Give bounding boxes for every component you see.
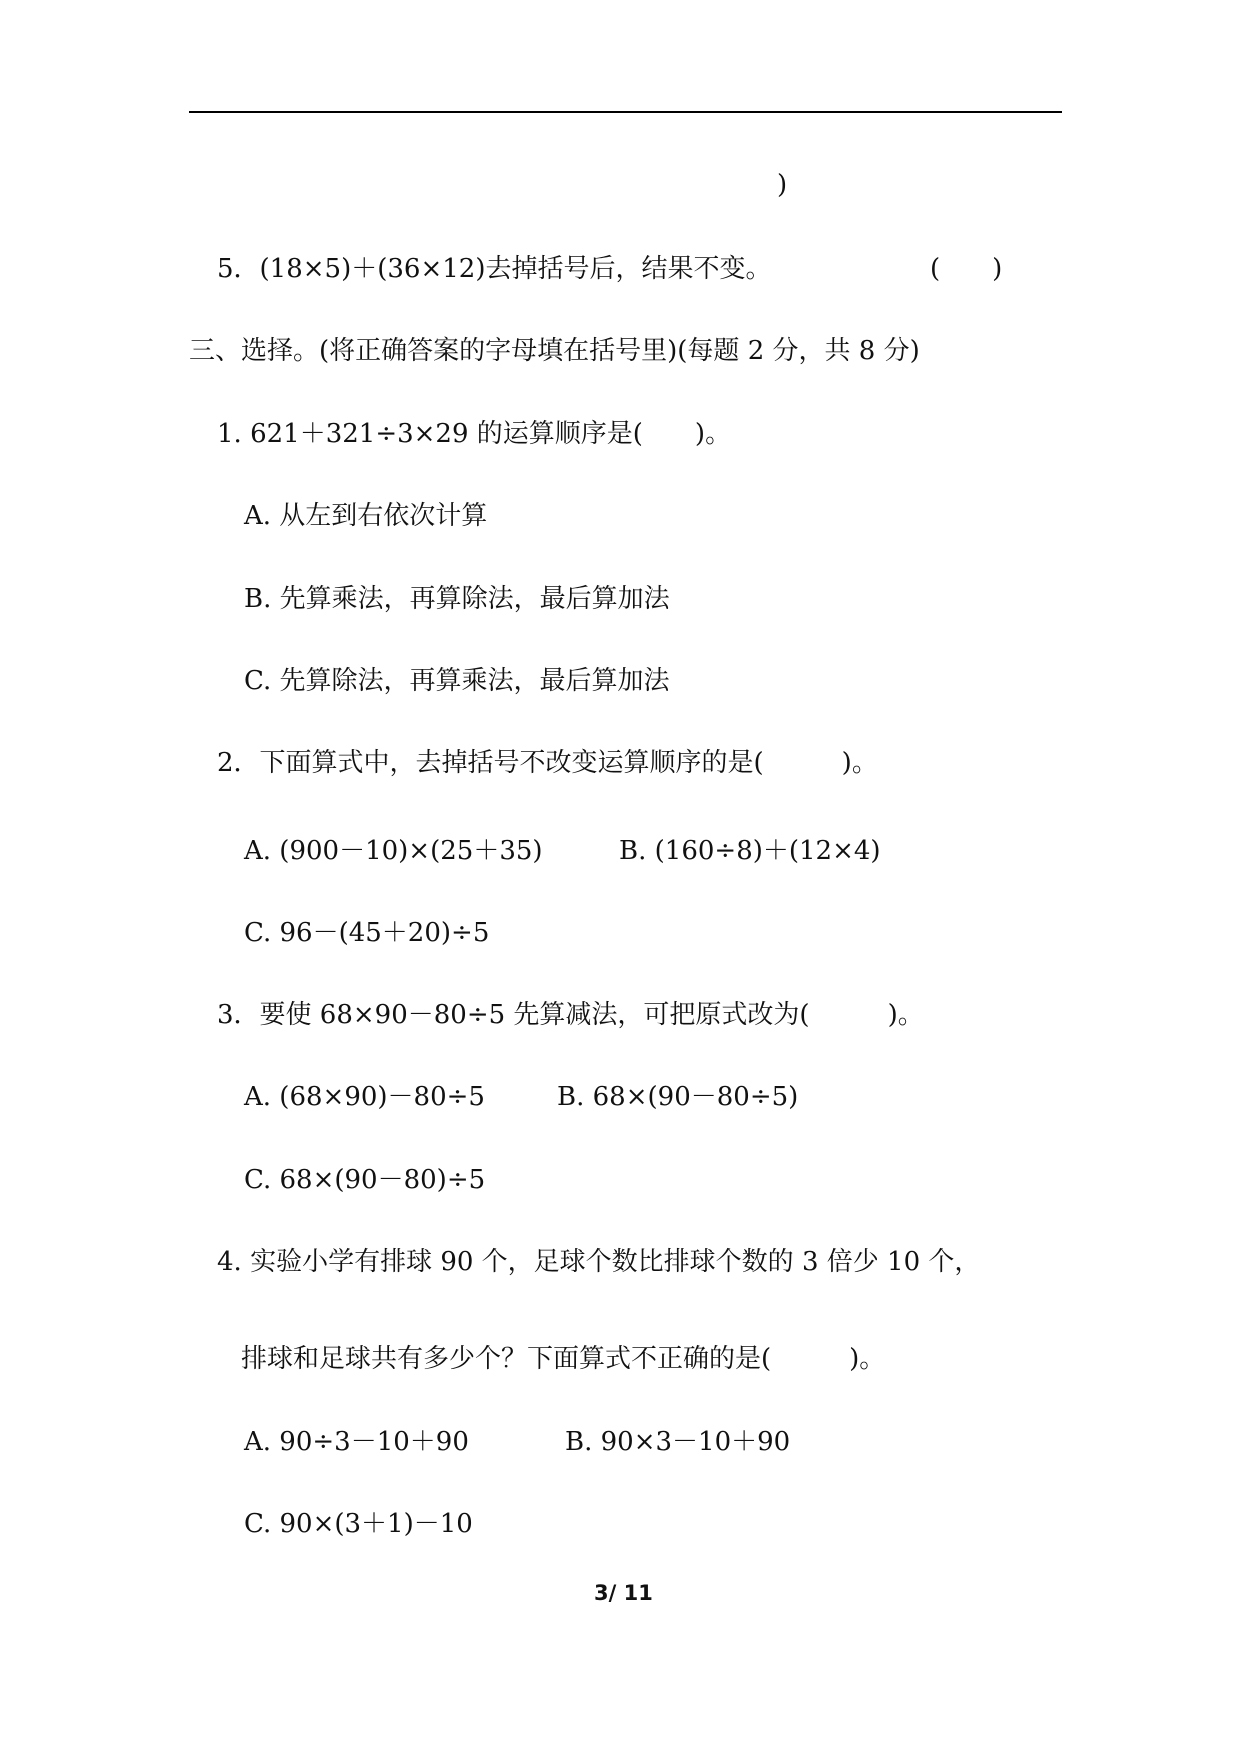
q3-option-a: A. (68×90)－80÷5 (244, 1082, 485, 1112)
q4-stem-line1: 4. 实验小学有排球 90 个，足球个数比排球个数的 3 倍少 10 个， (217, 1247, 981, 1277)
q1-option-a: A. 从左到右依次计算 (244, 501, 488, 531)
section3-heading: 三、选择。(将正确答案的字母填在括号里)(每题 2 分，共 8 分) (189, 336, 920, 366)
q1-option-c: C. 先算除法，再算乘法，最后算加法 (244, 666, 670, 696)
q2-option-c: C. 96－(45＋20)÷5 (244, 918, 490, 948)
q2-stem: 2．下面算式中，去掉括号不改变运算顺序的是( )。 (217, 748, 878, 778)
q4-stem-line2: 排球和足球共有多少个？下面算式不正确的是( )。 (241, 1344, 886, 1374)
q3-option-c: C. 68×(90－80)÷5 (244, 1165, 486, 1195)
q1-option-b: B. 先算乘法，再算除法，最后算加法 (244, 584, 670, 614)
carry-over-paren: ) (777, 170, 788, 200)
q2-option-b: B. (160÷8)＋(12×4) (619, 836, 881, 866)
header-rule (189, 111, 1062, 113)
q4-option-b: B. 90×3－10＋90 (565, 1427, 791, 1457)
q3-option-b: B. 68×(90－80÷5) (557, 1082, 799, 1112)
q3-stem: 3．要使 68×90－80÷5 先算减法，可把原式改为( )。 (217, 1000, 924, 1030)
judge-q5-blank: ( ) (930, 254, 1003, 284)
q2-option-a: A. (900－10)×(25＋35) (244, 836, 543, 866)
page-number: 3/ 11 (594, 1581, 653, 1605)
q1-stem: 1. 621＋321÷3×29 的运算顺序是( )。 (217, 419, 732, 449)
q4-option-a: A. 90÷3－10＋90 (244, 1427, 469, 1457)
judge-q5-text: 5．(18×5)＋(36×12)去掉括号后，结果不变。 (217, 254, 772, 284)
q4-option-c: C. 90×(3＋1)－10 (244, 1509, 473, 1539)
